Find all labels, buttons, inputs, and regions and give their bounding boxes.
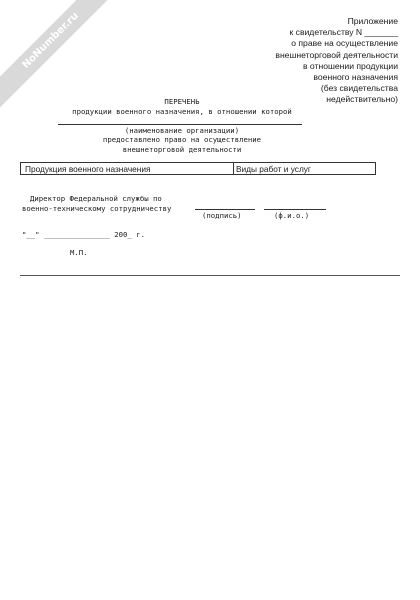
name-label: (ф.и.о.) — [274, 211, 310, 220]
document-title: ПЕРЕЧЕНЬ — [164, 97, 200, 106]
name-blank-line — [264, 209, 326, 210]
organization-blank-line — [58, 124, 302, 125]
appendix-line: о праве на осуществление — [291, 38, 398, 49]
appendix-line: (без свидетельства — [320, 83, 398, 94]
appendix-line: военного назначения — [313, 72, 398, 83]
appendix-line: в отношении продукции — [302, 60, 398, 71]
appendix-line: Приложение — [347, 16, 398, 26]
products-table — [20, 162, 376, 175]
appendix-line: к свидетельству N _______ — [289, 27, 398, 38]
signature-label: (подпись) — [202, 211, 242, 220]
table-header-products: Продукция военного назначения — [25, 164, 151, 174]
date-line: "__" _______________ 200_ г. — [22, 230, 146, 239]
watermark-ribbon — [0, 0, 110, 110]
watermark-text: NoNumber.ru — [0, 0, 110, 109]
document-subtitle: продукции военного назначения, в отношении которой — [72, 107, 292, 116]
bottom-divider — [20, 275, 400, 276]
director-title-line1: Директор Федеральной службы по — [30, 194, 162, 203]
granted-text-line1: предоставлено право на осуществление — [102, 135, 262, 144]
appendix-note — [218, 16, 398, 106]
organization-label: (наименование организации) — [124, 126, 240, 135]
stamp-place: М.П. — [70, 248, 88, 257]
appendix-line: внешнеторговой деятельности — [275, 49, 398, 60]
table-column-divider — [233, 162, 234, 175]
table-header-services: Виды работ и услуг — [236, 164, 311, 174]
granted-text-line2: внешнеторговой деятельности — [122, 145, 242, 154]
director-title-line2: военно-техническому сотрудничеству — [22, 204, 172, 213]
signature-blank-line — [195, 209, 255, 210]
appendix-line: недействительно) — [326, 94, 398, 105]
